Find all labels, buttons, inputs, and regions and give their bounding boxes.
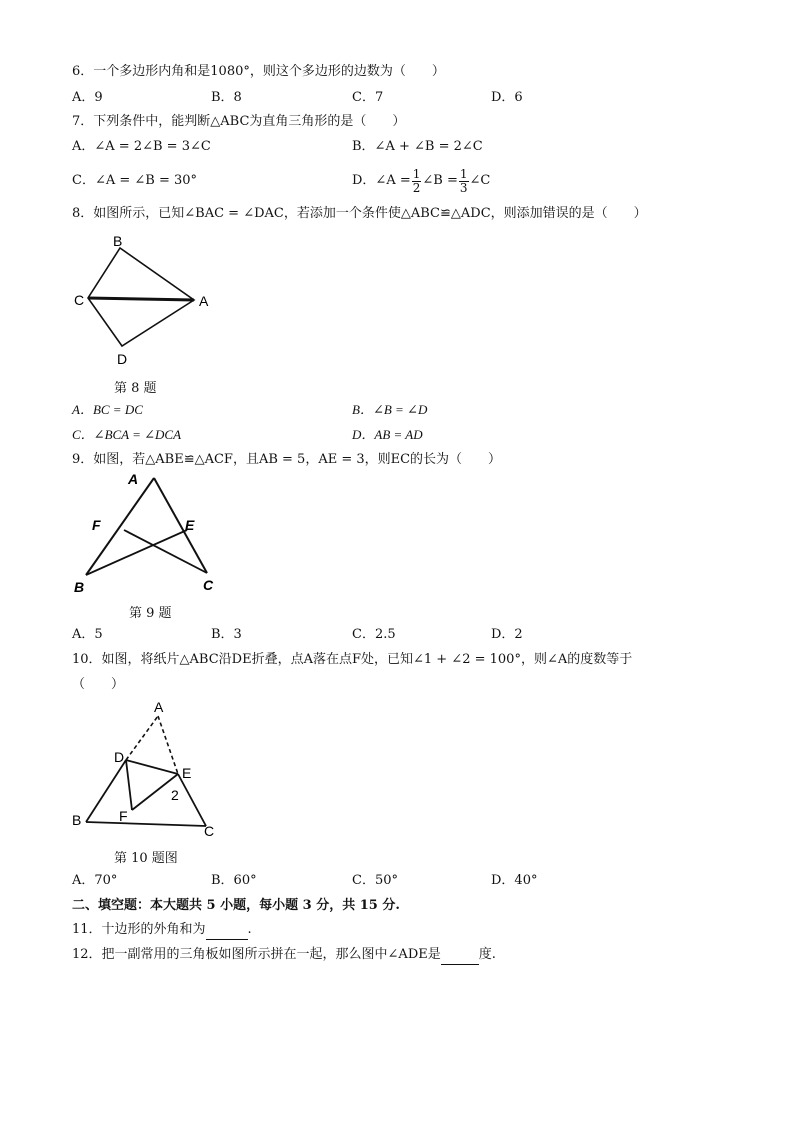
q12 [72,946,496,965]
q12-end: 度. [478,947,496,962]
q10-side-bc [86,822,206,826]
q10-dashed-ae [158,716,178,774]
q8-label-d: D [117,351,128,367]
q10-caption: 第 10 题图 [114,851,178,866]
fraction-numerator: 1 [412,166,421,181]
q8-option-d: D．AB = AD [352,427,423,442]
q10-label-f: F [119,808,128,824]
q9-label-a: A [128,471,139,487]
q10-label-c: C [204,823,215,839]
q8-option-b: B．∠B = ∠D [352,402,428,417]
q9-figure [70,468,230,600]
q10-label-b: B [72,812,82,828]
q8-label-a: A [199,293,209,309]
q9-stem: 9．如图，若△ABE≌△ACF，且AB = 5，AE = 3，则EC的长为（ ） [72,452,502,467]
q10-label-2: 2 [171,787,179,803]
q7-option-b: B．∠A + ∠B = 2∠C [352,139,483,154]
q7-option-d-mid: ∠B = [422,173,458,188]
q10-option-d: D．40° [491,873,538,888]
q6-option-b: B．8 [211,90,242,105]
fraction-denominator: 2 [412,180,421,195]
q9-option-a: A．5 [72,627,103,642]
q10-label-a: A [154,700,164,715]
q9-caption: 第 9 题 [129,606,172,621]
q10-fold-de [126,760,178,774]
fraction-one-half [412,168,422,195]
q9-label-b: B [74,579,85,595]
q8-option-c: C．∠BCA = ∠DCA [72,427,182,442]
q7-option-d [352,163,490,199]
q10-stem-line2: （ ） [72,677,125,692]
q9-option-c: C．2.5 [352,627,396,642]
fraction-one-third [459,168,469,195]
q7-option-d-prefix: D．∠A = [352,173,411,188]
q8-diagonal-ca [88,298,194,300]
q8-option-a: A．BC = DC [72,402,143,417]
q10-label-e: E [182,765,192,781]
q6-stem: 6．一个多边形内角和是1080°，则这个多边形的边数为（ ） [72,64,445,79]
q8-figure [70,230,230,370]
q9-option-b: B．3 [211,627,242,642]
q11-end: . [247,922,252,937]
q11-text: 11．十边形的外角和为 [72,922,206,937]
q10-side-ec [178,774,206,826]
q9-option-d: D．2 [491,627,523,642]
q8-stem: 8．如图所示，已知∠BAC = ∠DAC，若添加一个条件使△ABC≌△ADC，则添加错误的是（ ） [72,206,647,221]
q10-option-b: B．60° [211,873,257,888]
q10-segment-df [126,760,132,810]
q10-stem-line1: 10．如图，将纸片△ABC沿DE折叠，点A落在点F处，已知∠1 + ∠2 = 100°，则∠A的度数等于 [72,652,633,667]
q10-figure [68,700,228,840]
q8-label-c: C [74,292,85,308]
q6-option-c: C．7 [352,90,384,105]
q10-dashed-da [126,716,158,760]
q9-label-f: F [92,517,101,533]
q11 [72,921,252,940]
fraction-numerator: 1 [459,166,468,181]
q11-answer-blank[interactable] [206,921,248,940]
q10-option-a: A．70° [72,873,118,888]
q8-caption: 第 8 题 [114,381,157,396]
fraction-denominator: 3 [459,180,468,195]
q9-label-c: C [203,577,214,593]
section-2-title: 二、填空题：本大题共 5 小题，每小题 3 分，共 15 分. [72,898,400,913]
q8-label-b: B [113,233,123,249]
q7-stem: 7．下列条件中，能判断△ABC为直角三角形的是（ ） [72,114,406,129]
q10-label-d: D [114,749,125,765]
q7-option-d-suffix: ∠C [469,173,491,188]
q12-answer-blank[interactable] [441,946,479,965]
q12-text: 12．把一副常用的三角板如图所示拼在一起，那么图中∠ADE是 [72,947,441,962]
q6-option-a: A．9 [72,90,103,105]
q6-option-d: D．6 [491,90,523,105]
q7-option-a: A．∠A = 2∠B = 3∠C [72,139,211,154]
q10-option-c: C．50° [352,873,398,888]
q7-option-c: C．∠A = ∠B = 30° [72,173,198,188]
q9-label-e: E [185,517,195,533]
